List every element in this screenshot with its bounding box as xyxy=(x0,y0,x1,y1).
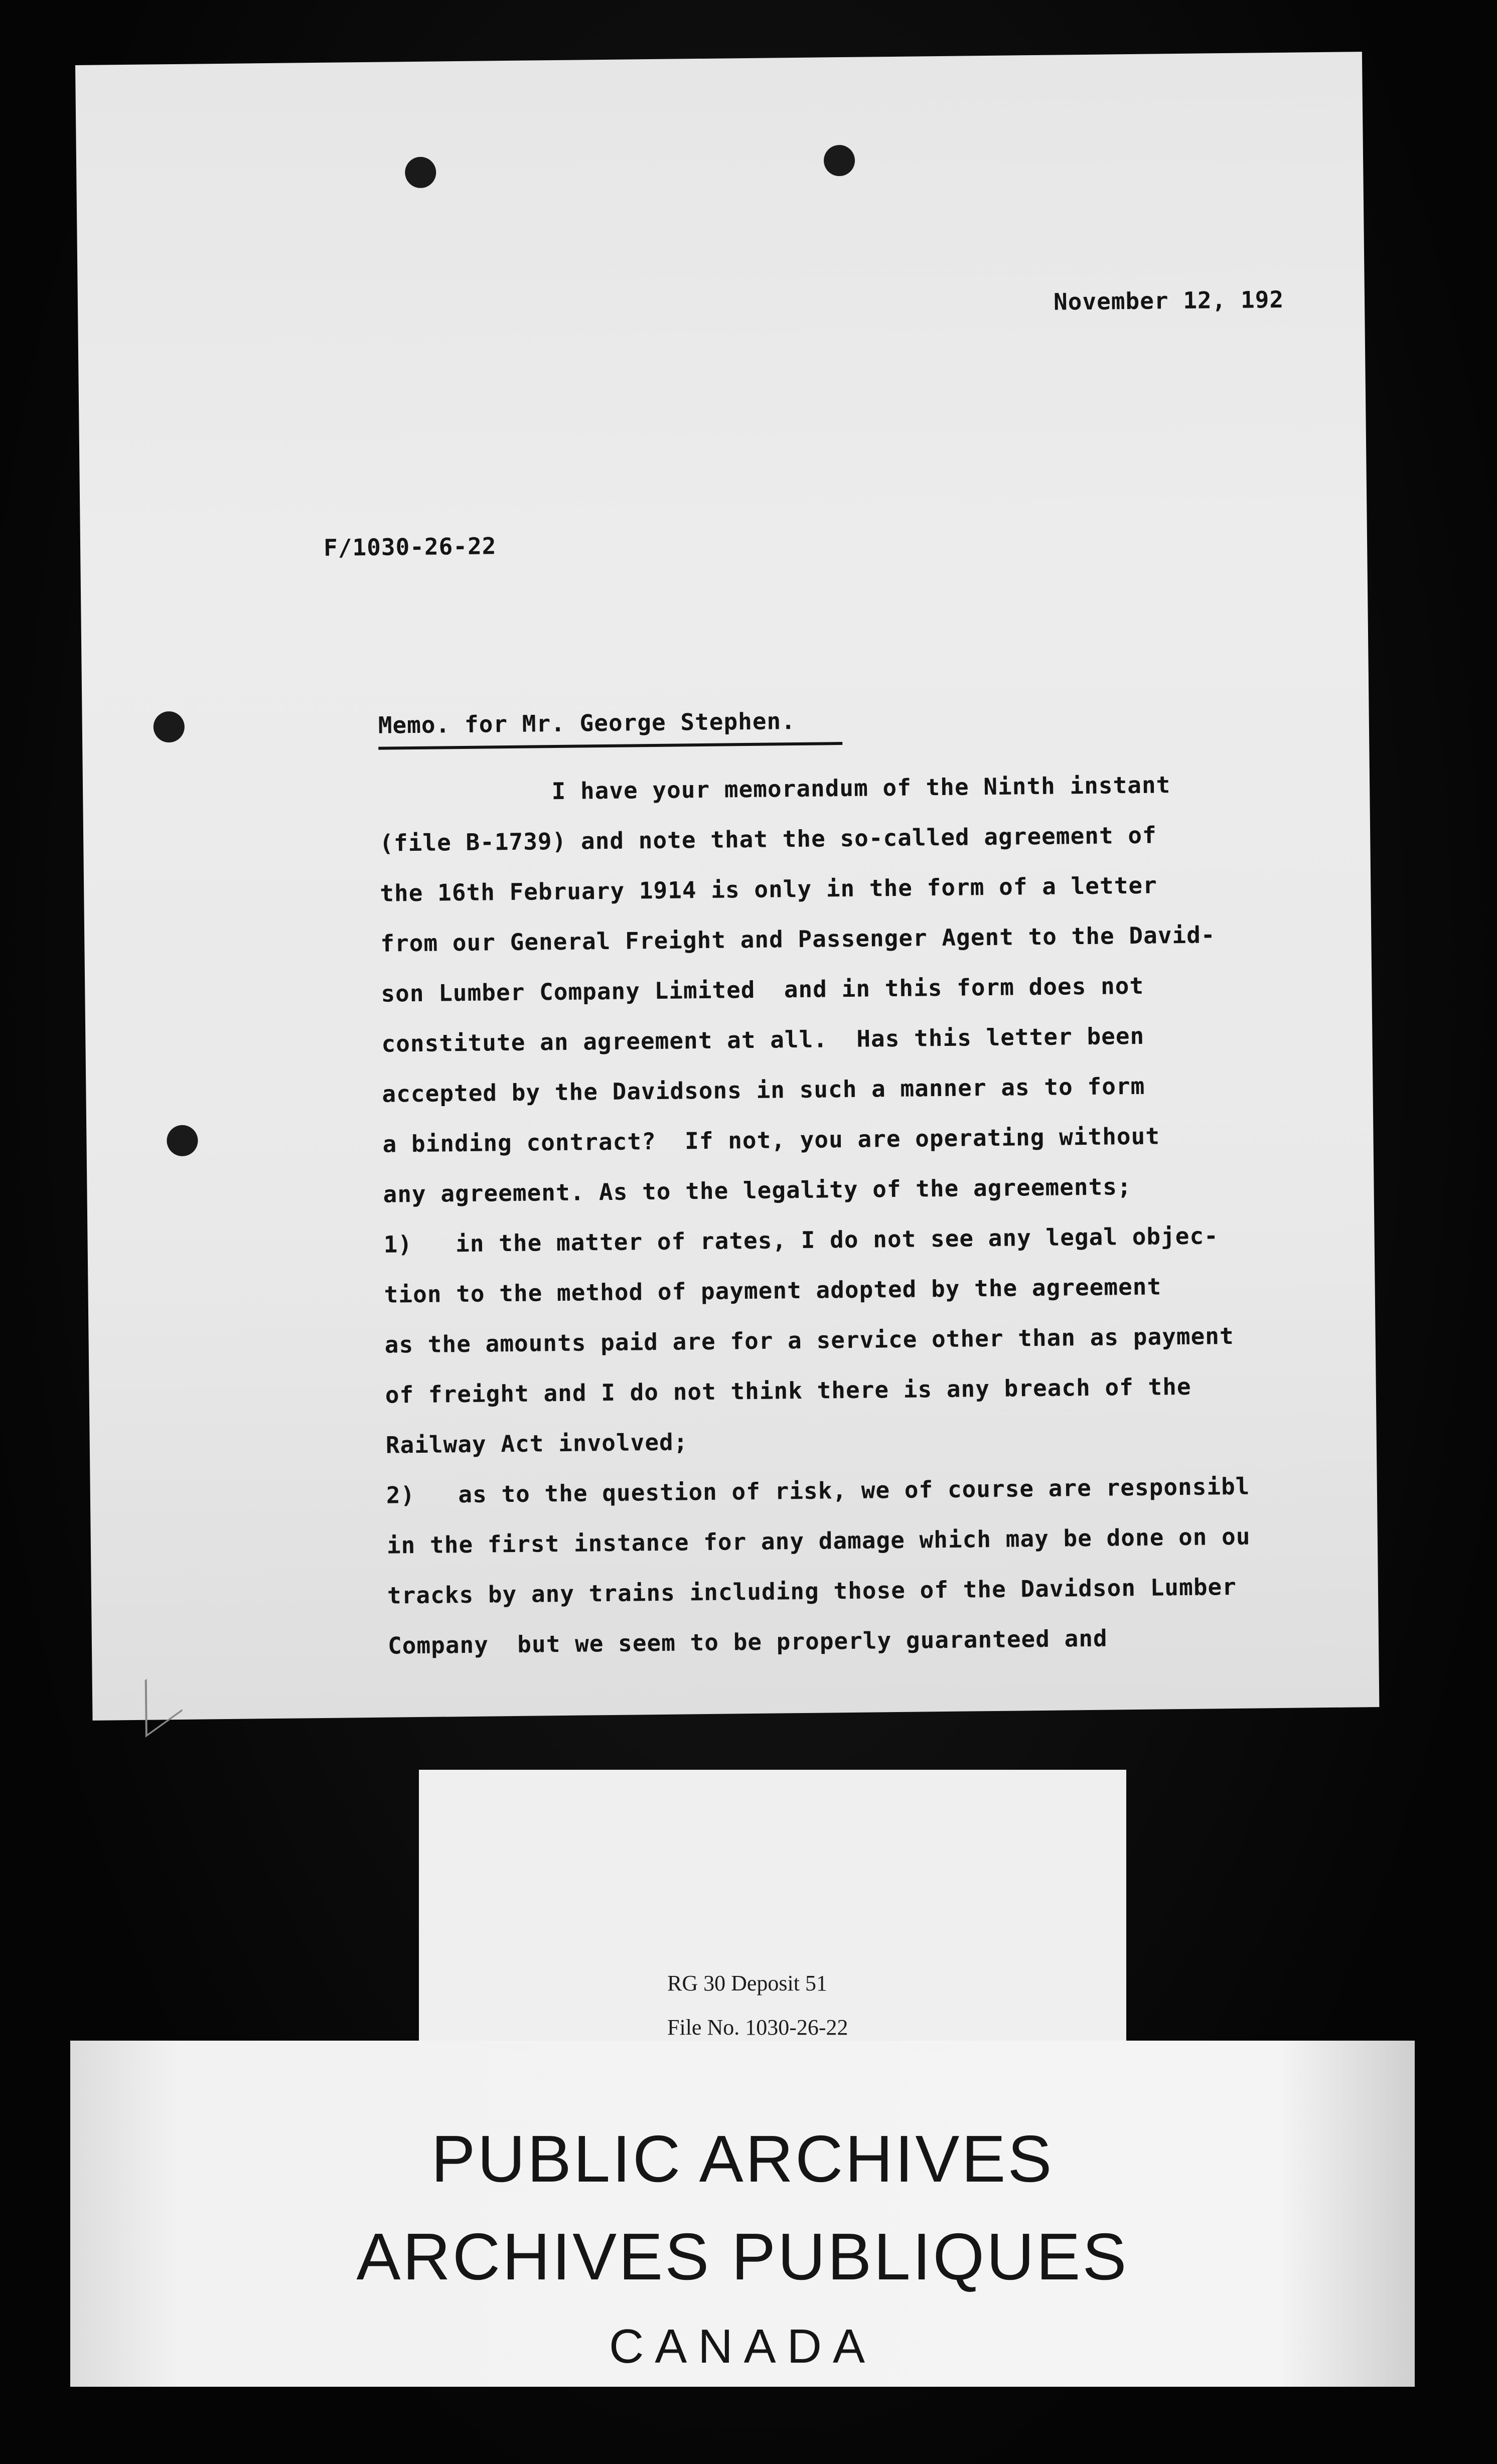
body-line: a binding contract? If not, you are operating without xyxy=(382,1122,1160,1158)
archive-stamp-band xyxy=(70,2041,1415,2387)
body-line: from our General Freight and Passenger Agent to the David- xyxy=(380,921,1216,957)
body-line: (file B-1739) and note that the so-called agreement of xyxy=(379,821,1157,857)
memo-underline xyxy=(378,742,842,750)
record-group-label: RG 30 Deposit 51 xyxy=(667,1971,827,1995)
letter-date: November 12, 192 xyxy=(1053,285,1284,316)
body-line: tion to the method of payment adopted by the agreement xyxy=(384,1273,1162,1308)
archive-name-fr: ARCHIVES PUBLIQUES xyxy=(356,2220,1129,2293)
body-line: any agreement. As to the legality of the agreements; xyxy=(383,1173,1132,1208)
body-line: in the first instance for any damage which may be done on ou xyxy=(386,1522,1251,1559)
body-line: I have your memorandum of the Ninth instant xyxy=(378,771,1171,807)
punch-hole xyxy=(405,157,436,188)
punch-hole xyxy=(154,711,185,743)
body-line: of freight and I do not think there is any breach of the xyxy=(385,1372,1191,1409)
body-line: as the amounts paid are for a service other than as payment xyxy=(384,1322,1234,1358)
archive-country: CANADA xyxy=(609,2320,876,2373)
body-line: 2) as to the question of risk, we of course are responsibl xyxy=(386,1472,1250,1509)
body-line: tracks by any trains including those of the Davidson Lumber xyxy=(387,1573,1237,1609)
memo-heading: Memo. for Mr. George Stephen. xyxy=(378,707,796,739)
archive-name-en: PUBLIC ARCHIVES xyxy=(431,2122,1054,2196)
body-line: Company but we seem to be properly guaranteed and xyxy=(387,1624,1108,1659)
file-number-label: File No. 1030-26-22 xyxy=(667,2015,848,2040)
body-line: the 16th February 1914 is only in the form of a letter xyxy=(380,871,1158,907)
punch-hole xyxy=(167,1125,198,1157)
file-label xyxy=(419,1770,1126,2056)
file-reference: F/1030-26-22 xyxy=(323,532,497,561)
body-line: accepted by the Davidsons in such a manner as to form xyxy=(382,1072,1145,1108)
body-line: Railway Act involved; xyxy=(385,1428,688,1459)
body-line: 1) in the matter of rates, I do not see any legal objec- xyxy=(383,1222,1219,1258)
body-line: constitute an agreement at all. Has this letter been xyxy=(381,1022,1145,1057)
punch-hole xyxy=(824,145,855,177)
body-line: son Lumber Company Limited and in this form does not xyxy=(381,972,1144,1007)
letter-page xyxy=(75,52,1379,1721)
